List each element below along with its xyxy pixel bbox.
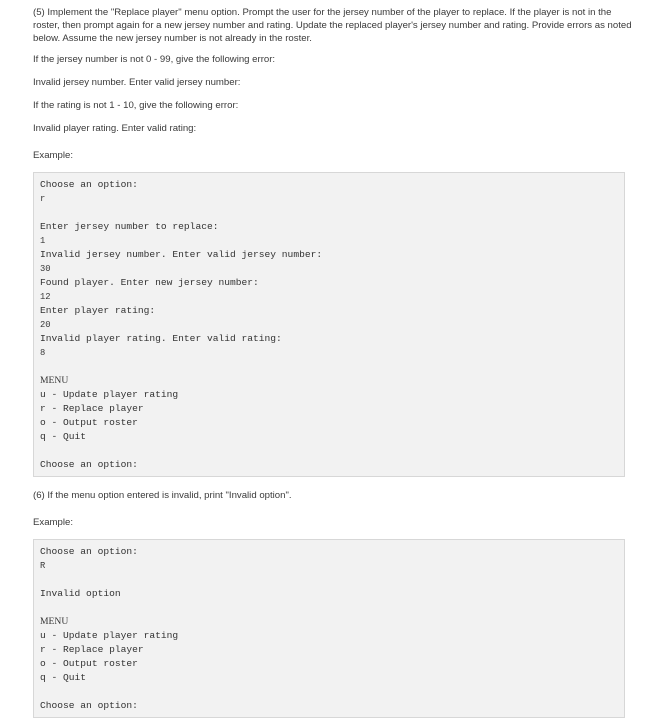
code-blank [40,360,618,374]
code-line: Choose an option: [40,546,138,557]
rating-error-text: Invalid player rating. Enter valid rating: [33,123,197,134]
code-line: Invalid option [40,588,121,599]
menu-item-quit: q - Quit [40,672,87,683]
code-input: 30 [40,264,51,274]
section5-example-box [33,172,625,477]
jersey-rule: If the jersey number is not 0 - 99, give the following error: [33,54,276,65]
document-content [33,6,633,718]
code-line: Invalid jersey number. Enter valid jersey number: [40,249,323,260]
menu-item-output: o - Output roster [40,417,138,428]
menu-title: MENU [40,616,69,627]
section6-example-label: Example: [33,517,73,528]
code-blank [40,573,618,587]
code-line: Found player. Enter new jersey number: [40,277,259,288]
code-line: Choose an option: [40,179,138,190]
section6-intro: (6) If the menu option entered is invalid, print "Invalid option". [33,490,292,501]
menu-item-update: u - Update player rating [40,389,179,400]
section5-example-label: Example: [33,150,73,161]
code-line: Choose an option: [40,459,138,470]
code-blank [40,685,618,699]
code-input: R [40,561,46,571]
code-input: r [40,194,46,204]
section5-intro: (5) Implement the "Replace player" menu option. Prompt the user for the jersey number of the player to replace. If the player is not in the roster, then prompt again for a new jersey number and rating. Update the replaced player's jersey number and rating. Provide errors as noted below. Assume the new jersey number is not already in the roster. [33,7,632,44]
menu-item-replace: r - Replace player [40,403,144,414]
code-input: 12 [40,292,51,302]
menu-title: MENU [40,375,69,386]
code-input: 1 [40,236,46,246]
code-blank [40,206,618,220]
section6 [33,489,633,718]
menu-item-update: u - Update player rating [40,630,179,641]
rating-rule: If the rating is not 1 - 10, give the following error: [33,100,239,111]
code-line: Invalid player rating. Enter valid rating: [40,333,282,344]
menu-item-output: o - Output roster [40,658,138,669]
code-line: Enter player rating: [40,305,156,316]
menu-item-replace: r - Replace player [40,644,144,655]
section6-example-box [33,539,625,718]
code-input: 8 [40,348,46,358]
code-blank [40,444,618,458]
code-line: Choose an option: [40,700,138,711]
jersey-error-text: Invalid jersey number. Enter valid jersey number: [33,77,241,88]
code-input: 20 [40,320,51,330]
code-line: Enter jersey number to replace: [40,221,219,232]
code-blank [40,601,618,615]
menu-item-quit: q - Quit [40,431,87,442]
